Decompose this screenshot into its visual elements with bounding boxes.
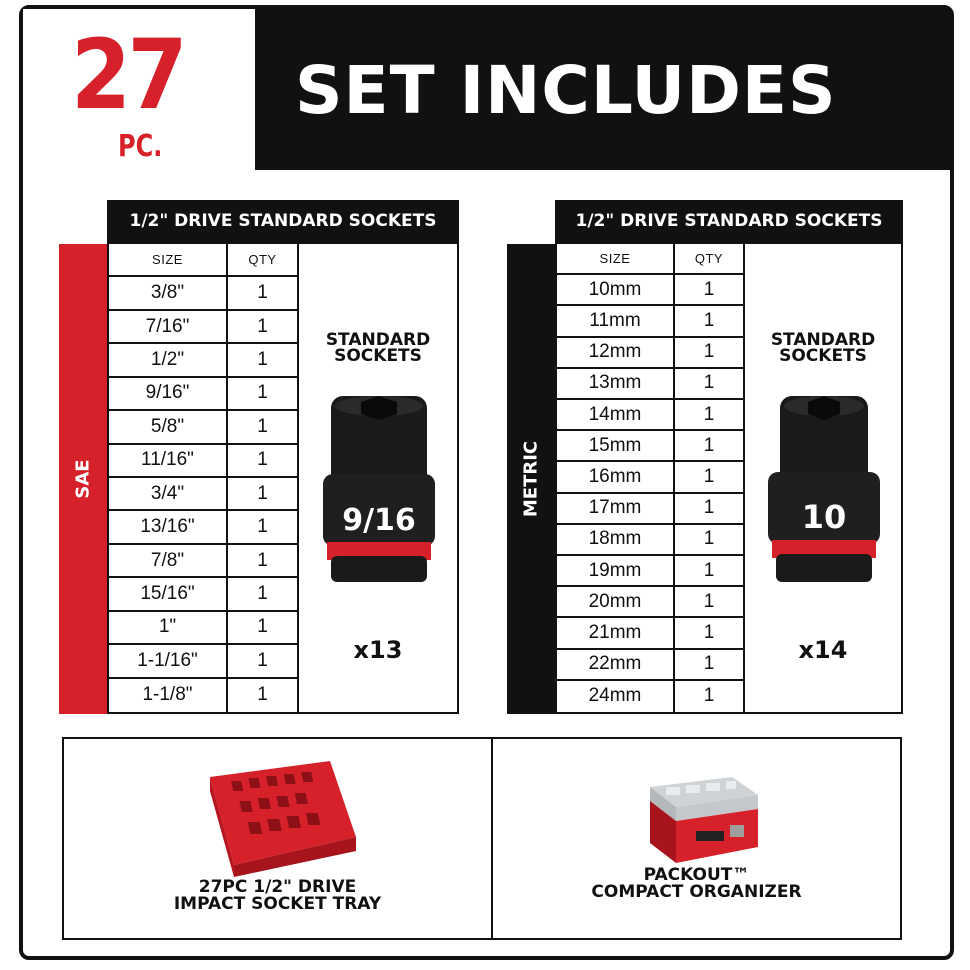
table-cell-size: 20mm	[557, 587, 675, 618]
table-cell-size: 13/16"	[109, 511, 228, 544]
table-cell-size: 18mm	[557, 525, 675, 556]
accessory-socket-tray	[62, 737, 493, 940]
table-cell-size: 16mm	[557, 462, 675, 493]
accessory-label	[493, 867, 900, 901]
table-cell-qty: 1	[675, 556, 743, 587]
accessory-label-line2: IMPACT SOCKET TRAY	[173, 894, 382, 914]
table-cell-size: 11mm	[557, 306, 675, 337]
table-cell-size: 24mm	[557, 681, 675, 712]
sae-table	[107, 242, 459, 714]
table-cell-qty: 1	[703, 685, 715, 707]
table-cell-qty: 1	[228, 344, 297, 377]
table-cell-qty: 1	[675, 431, 743, 462]
table-cell-size: 11/16"	[109, 445, 228, 478]
table-cell-size: 21mm	[557, 618, 675, 649]
table-cell-size: 9/16"	[109, 378, 228, 411]
table-header-qty: QTY	[675, 244, 743, 275]
table-cell-qty: 1	[675, 338, 743, 369]
table-cell-size: 3/4"	[109, 478, 228, 511]
table-cell-size: 10mm	[557, 275, 675, 306]
metric-socket-type	[745, 332, 901, 364]
table-cell-qty: 1	[228, 478, 297, 511]
metric-side-tab	[507, 244, 555, 714]
sae-socket-info	[297, 244, 457, 712]
table-cell-size: 7/8"	[109, 545, 228, 578]
accessory-label-line2: COMPACT ORGANIZER	[591, 882, 802, 902]
accessory-organizer	[491, 737, 902, 940]
sae-socket-marking: 9/16	[342, 503, 416, 538]
table-cell-qty: 1	[228, 378, 297, 411]
table-cell-size: 1-1/8"	[109, 679, 228, 712]
table-cell-qty: 1	[228, 411, 297, 444]
table-cell-qty: 1	[228, 311, 297, 344]
table-cell-qty: 1	[675, 618, 743, 649]
table-cell-size: 5/8"	[109, 411, 228, 444]
table-cell-qty: 1	[228, 645, 297, 678]
table-cell-qty: 1	[675, 306, 743, 337]
table-cell-size: 12mm	[557, 338, 675, 369]
table-cell-size: 19mm	[557, 556, 675, 587]
table-cell-size: 15mm	[557, 431, 675, 462]
piece-count-number: 27	[71, 19, 185, 131]
table-cell-qty: 1	[675, 587, 743, 618]
table-cell-qty: 1	[228, 612, 297, 645]
table-header-size: SIZE	[109, 244, 228, 277]
table-cell-qty: 1	[228, 277, 297, 310]
table-cell-qty: 1	[675, 494, 743, 525]
table-cell-size: 22mm	[557, 650, 675, 681]
table-cell-qty: 1	[675, 650, 743, 681]
table-cell-size: 3/8"	[109, 277, 228, 310]
sae-socket-type	[299, 332, 457, 364]
accessory-label	[64, 879, 491, 913]
table-cell-qty: 1	[228, 545, 297, 578]
page-title: SET INCLUDES	[295, 52, 837, 129]
table-cell-qty: 1	[228, 445, 297, 478]
title-bar	[255, 9, 950, 170]
table-cell-qty: 1	[675, 462, 743, 493]
accessory-label-line1: 27PC 1/2" DRIVE	[198, 877, 357, 897]
table-header-size: SIZE	[557, 244, 675, 275]
table-cell-qty: 1	[228, 578, 297, 611]
table-cell-qty: 1	[675, 400, 743, 431]
metric-socket-type-line1: STANDARD	[770, 330, 876, 350]
metric-socket-type-line2: SOCKETS	[779, 346, 867, 366]
socket-icon	[766, 394, 882, 584]
metric-table-title: 1/2" DRIVE STANDARD SOCKETS	[555, 200, 903, 242]
sae-side-tab	[59, 244, 107, 714]
sae-socket-type-line2: SOCKETS	[334, 346, 422, 366]
socket-tray-icon	[190, 757, 360, 877]
table-cell-qty: 1	[228, 511, 297, 544]
table-cell-size: 7/16"	[109, 311, 228, 344]
table-cell-size: 14mm	[557, 400, 675, 431]
sae-table-title: 1/2" DRIVE STANDARD SOCKETS	[107, 200, 459, 242]
table-cell-size: 15/16"	[109, 578, 228, 611]
table-cell-size: 17mm	[557, 494, 675, 525]
socket-icon	[321, 394, 437, 584]
sae-total-qty: x13	[353, 636, 403, 664]
metric-total-qty: x14	[798, 636, 848, 664]
sae-side-label: SAE	[72, 459, 94, 499]
metric-side-label: METRIC	[520, 440, 542, 518]
metric-socket-marking: 10	[801, 498, 847, 536]
organizer-icon	[636, 769, 762, 869]
table-cell-size: 1/2"	[109, 344, 228, 377]
table-cell-size: 1-1/16"	[109, 645, 228, 678]
piece-count-box	[23, 9, 255, 170]
sae-socket-type-line1: STANDARD	[325, 330, 431, 350]
metric-table	[555, 242, 903, 714]
table-header-qty: QTY	[228, 244, 297, 277]
table-cell-qty: 1	[675, 369, 743, 400]
table-cell-size: 13mm	[557, 369, 675, 400]
table-cell-qty: 1	[675, 525, 743, 556]
table-cell-size: 1"	[109, 612, 228, 645]
table-cell-qty: 1	[257, 684, 268, 706]
table-cell-qty: 1	[675, 275, 743, 306]
piece-count-unit: PC.	[118, 129, 163, 164]
accessory-label-line1: PACKOUT™	[643, 865, 750, 885]
metric-socket-info	[743, 244, 901, 712]
